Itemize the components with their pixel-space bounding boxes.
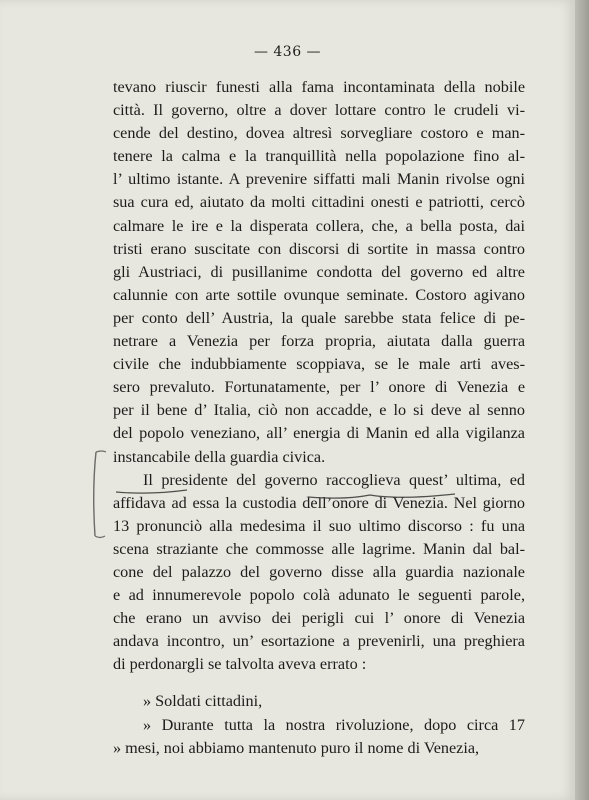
text-line: l’ ultimo istante. A prevenire siffatti mali Manin rivolse ogni	[113, 170, 525, 189]
spacer	[113, 676, 525, 690]
text-line: e ad innumerevole popolo colà adunato le seguenti parole,	[113, 586, 525, 605]
text-line: 13 pronunciò alla medesima il suo ultimo discorso : fu una	[113, 516, 525, 535]
text-line: cone del palazzo del governo disse alla guardia nazionale	[113, 562, 525, 581]
text-line: sero prevaluto. Fortunatamente, per l’ onore di Venezia e	[113, 378, 525, 397]
text-line: civile che indubbiamente scoppiava, se le male arti aves-	[113, 355, 525, 374]
text-line: di perdonargli se talvolta aveva errato :	[113, 655, 367, 674]
text-line: instancabile della guardia civica.	[113, 447, 326, 466]
text-line: affidava ad essa la custodia dell’onore di Venezia. Nel giorno	[113, 493, 525, 512]
quote-paragraph	[113, 714, 525, 760]
text-line: per conto dell’ Austria, la quale sarebbe stata felice di pe-	[113, 308, 525, 327]
text-line: scena straziante che commosse alle lagrime. Manin dal bal-	[113, 539, 525, 558]
margin-bracket-mark	[94, 452, 96, 536]
text-line: » mesi, noi abbiamo mantenuto puro il nome di Venezia,	[113, 738, 480, 757]
text-line: per il bene d’ Italia, ciò non accadde, e lo si deve al senno	[113, 401, 525, 420]
text-line: calmare le ire e la disperata collera, che, a bella posta, dai	[113, 216, 525, 235]
text-line: Il presidente del governo raccoglieva quest’ ultima, ed	[143, 470, 525, 489]
text-line: » Soldati cittadini,	[143, 692, 263, 711]
page-text	[113, 76, 525, 760]
text-line: tevano riuscir funesti alla fama incontaminata della nobile	[113, 78, 525, 96]
margin-bracket-top	[96, 451, 106, 452]
text-line: del popolo veneziano, all’ energia di Manin ed alla vigilanza	[113, 424, 525, 443]
text-line: tenere la calma e la tranquillità nella popolazione fino al-	[113, 147, 525, 166]
paragraph-2	[113, 469, 525, 677]
text-line: città. Il governo, oltre a dover lottare contro le crudeli vi-	[113, 101, 525, 120]
page-number: — 436 —	[253, 44, 322, 60]
margin-bracket-bottom	[95, 536, 105, 538]
text-line: tristi erano suscitate con discorsi di sortite in massa contro	[113, 239, 525, 258]
text-line: cende del destino, dovea altresì sorvegliare costoro e man-	[113, 124, 525, 143]
quote-heading	[113, 690, 525, 713]
paragraph-1	[113, 76, 525, 469]
text-line: sua cura ed, aiutato da molti cittadini onesti e patriotti, cercò	[113, 193, 525, 212]
text-line: netrare a Venezia per forza propria, aiutata dalla guerra	[113, 332, 525, 351]
page-edge	[575, 0, 589, 800]
text-line: andava incontro, un’ esortazione a prevenirli, una preghiera	[113, 632, 525, 651]
text-line: calunnie con arte sottile ovunque seminate. Costoro agivano	[113, 285, 525, 304]
text-line: » Durante tutta la nostra rivoluzione, dopo circa 17	[143, 715, 525, 734]
text-line: gli Austriaci, di pusillanime condotta del governo ed altre	[113, 262, 525, 281]
text-line: che erano un avviso dei perigli cui l’ onore di Venezia	[113, 609, 525, 628]
